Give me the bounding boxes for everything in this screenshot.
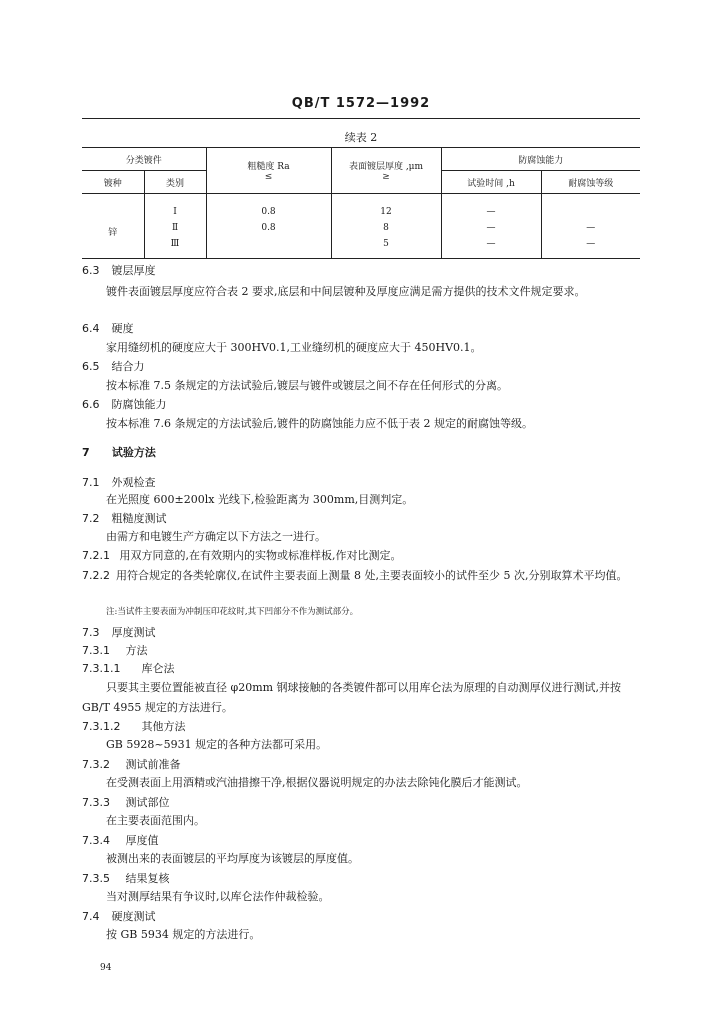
heading-7	[82, 444, 156, 460]
th-grade: 耐腐蚀等级	[541, 171, 640, 194]
section-number: 7.3	[82, 626, 100, 639]
table-row	[82, 220, 640, 236]
paragraph-7-3-1-1: 只要其主要位置能被直径 φ20mm 钢球接触的各类镀件都可以用库仑法为原理的自动测厚仪进行测试,并按 GB/T 4955 规定的方法进行。	[82, 681, 622, 714]
section-title: 其他方法	[141, 720, 186, 733]
heading-6-6	[82, 396, 167, 412]
section-title: 测试部位	[125, 796, 170, 809]
cell-thickness: 12	[331, 194, 441, 221]
section-title: 厚度值	[125, 834, 159, 847]
cell-roughness: 0.8	[206, 220, 331, 236]
table-row	[82, 236, 640, 259]
section-number: 6.6	[82, 398, 100, 411]
paragraph-6-5: 按本标准 7.5 条规定的方法试验后,镀层与镀件或镀层之间不存在任何形式的分离。	[106, 379, 508, 392]
standard-code-header: QB/T 1572—1992	[291, 96, 431, 111]
cell-test-time: —	[441, 236, 541, 259]
cell-category: Ⅰ	[144, 194, 206, 221]
paragraph-7-3-5: 当对测厚结果有争议时,以库仑法作仲裁检验。	[106, 890, 330, 903]
section-title: 硬度测试	[111, 910, 156, 923]
section-number: 7.2.1	[82, 549, 110, 562]
cell-grade: —	[541, 236, 640, 259]
paragraph-7-3-1-2: GB 5928~5931 规定的各种方法都可采用。	[106, 738, 328, 751]
paragraph-7-3-2: 在受测表面上用酒精或汽油措擦干净,根据仪器说明规定的办法去除钝化膜后才能测试。	[106, 776, 528, 789]
section-number: 7.4	[82, 910, 100, 923]
section-number: 7.3.4	[82, 834, 110, 847]
note: 注:当试件主要表面为冲制压印花纹时,其下凹部分不作为测试部分。	[106, 607, 359, 617]
section-title: 外观检查	[111, 476, 156, 489]
spec-table	[82, 147, 640, 259]
cell-plating: 锌	[82, 194, 144, 259]
section-body: 用双方同意的,在有效期内的实物或标准样板,作对比测定。	[119, 549, 402, 562]
cell-test-time: —	[441, 194, 541, 221]
paragraph-7-1: 在光照度 600±200lx 光线下,检验距离为 300mm,目测判定。	[106, 493, 414, 506]
cell-thickness: 5	[331, 236, 441, 259]
section-title: 方法	[125, 644, 148, 657]
th-roughness	[206, 148, 331, 194]
th-thickness-sym: ≥	[382, 172, 390, 182]
section-title: 粗糙度测试	[111, 512, 167, 525]
header-rule	[82, 118, 640, 119]
heading-7-3	[82, 624, 156, 640]
paragraph-7-3-3: 在主要表面范围内。	[106, 814, 205, 827]
heading-7-3-3	[82, 794, 170, 810]
table-caption: 续表 2	[344, 131, 378, 144]
section-title: 测试前准备	[125, 758, 181, 771]
heading-7-2	[82, 510, 167, 526]
section-number: 7.1	[82, 476, 100, 489]
heading-6-3	[82, 262, 156, 278]
paragraph-7-3-4: 被测出来的表面镀层的平均厚度为该镀层的厚度值。	[106, 852, 359, 865]
section-number: 6.3	[82, 264, 100, 277]
heading-7-3-4	[82, 832, 159, 848]
cell-grade	[541, 194, 640, 221]
section-number: 6.4	[82, 322, 100, 335]
heading-7-3-1	[82, 642, 148, 658]
heading-7-4	[82, 908, 156, 924]
paragraph-6-4: 家用缝纫机的硬度应大于 300HV0.1,工业缝纫机的硬度应大于 450HV0.1。	[106, 341, 482, 354]
heading-6-4	[82, 320, 134, 336]
cell-roughness	[206, 236, 331, 259]
paragraph-6-3: 镀件表面镀层厚度应符合表 2 要求,底层和中间层镀种及厚度应满足需方提供的技术文件规定要求。	[106, 285, 586, 298]
section-number: 7.3.5	[82, 872, 110, 885]
section-title: 硬度	[111, 322, 134, 335]
section-number: 7.3.3	[82, 796, 110, 809]
heading-7-3-1-1	[82, 660, 175, 676]
heading-7-3-5	[82, 870, 170, 886]
section-title: 库仑法	[141, 662, 175, 675]
section-number: 7.2	[82, 512, 100, 525]
cell-test-time: —	[441, 220, 541, 236]
section-title: 镀层厚度	[111, 264, 156, 277]
cell-roughness: 0.8	[206, 194, 331, 221]
section-number: 7.2.2	[82, 569, 110, 582]
cell-grade: —	[541, 220, 640, 236]
section-title: 结果复核	[125, 872, 170, 885]
paragraph-7-2: 由需方和电镀生产方确定以下方法之一进行。	[106, 530, 326, 543]
th-thickness	[331, 148, 441, 194]
th-roughness-label: 粗糙度 Ra	[247, 162, 290, 172]
th-group: 分类镀件	[82, 148, 206, 171]
page-number: 94	[100, 963, 112, 973]
heading-7-3-1-2	[82, 718, 186, 734]
th-roughness-sym: ≤	[264, 172, 273, 182]
cell-thickness: 8	[331, 220, 441, 236]
section-number: 7.3.2	[82, 758, 110, 771]
cell-category: Ⅱ	[144, 220, 206, 236]
table-row	[82, 194, 640, 221]
cell-category: Ⅲ	[144, 236, 206, 259]
paragraph-6-6: 按本标准 7.6 条规定的方法试验后,镀件的防腐蚀能力应不低于表 2 规定的耐腐蚀等级。	[106, 417, 533, 430]
section-number: 7.3.1.1	[82, 662, 121, 675]
th-plating: 镀种	[82, 171, 144, 194]
section-title: 防腐蚀能力	[111, 398, 167, 411]
section-title: 试验方法	[111, 446, 156, 459]
section-number: 6.5	[82, 360, 100, 373]
th-category: 类别	[144, 171, 206, 194]
paragraph-7-2-2	[82, 566, 642, 586]
heading-6-5	[82, 358, 145, 374]
th-corrosion: 防腐蚀能力	[441, 148, 640, 171]
section-number: 7.3.1.2	[82, 720, 121, 733]
section-number: 7	[82, 446, 90, 459]
heading-7-1	[82, 474, 156, 490]
section-title: 结合力	[111, 360, 145, 373]
heading-7-3-2	[82, 756, 181, 772]
paragraph-7-2-1	[82, 546, 642, 566]
th-test-time: 试验时间 ,h	[441, 171, 541, 194]
paragraph-7-4: 按 GB 5934 规定的方法进行。	[106, 928, 261, 941]
section-number: 7.3.1	[82, 644, 110, 657]
section-body: 用符合规定的各类轮廓仪,在试件主要表面上测量 8 处,主要表面较小的试件至少 5 次,分别取算术平均值。	[116, 569, 628, 582]
section-title: 厚度测试	[111, 626, 156, 639]
th-thickness-label: 表面镀层厚度 ,μm	[348, 162, 424, 172]
